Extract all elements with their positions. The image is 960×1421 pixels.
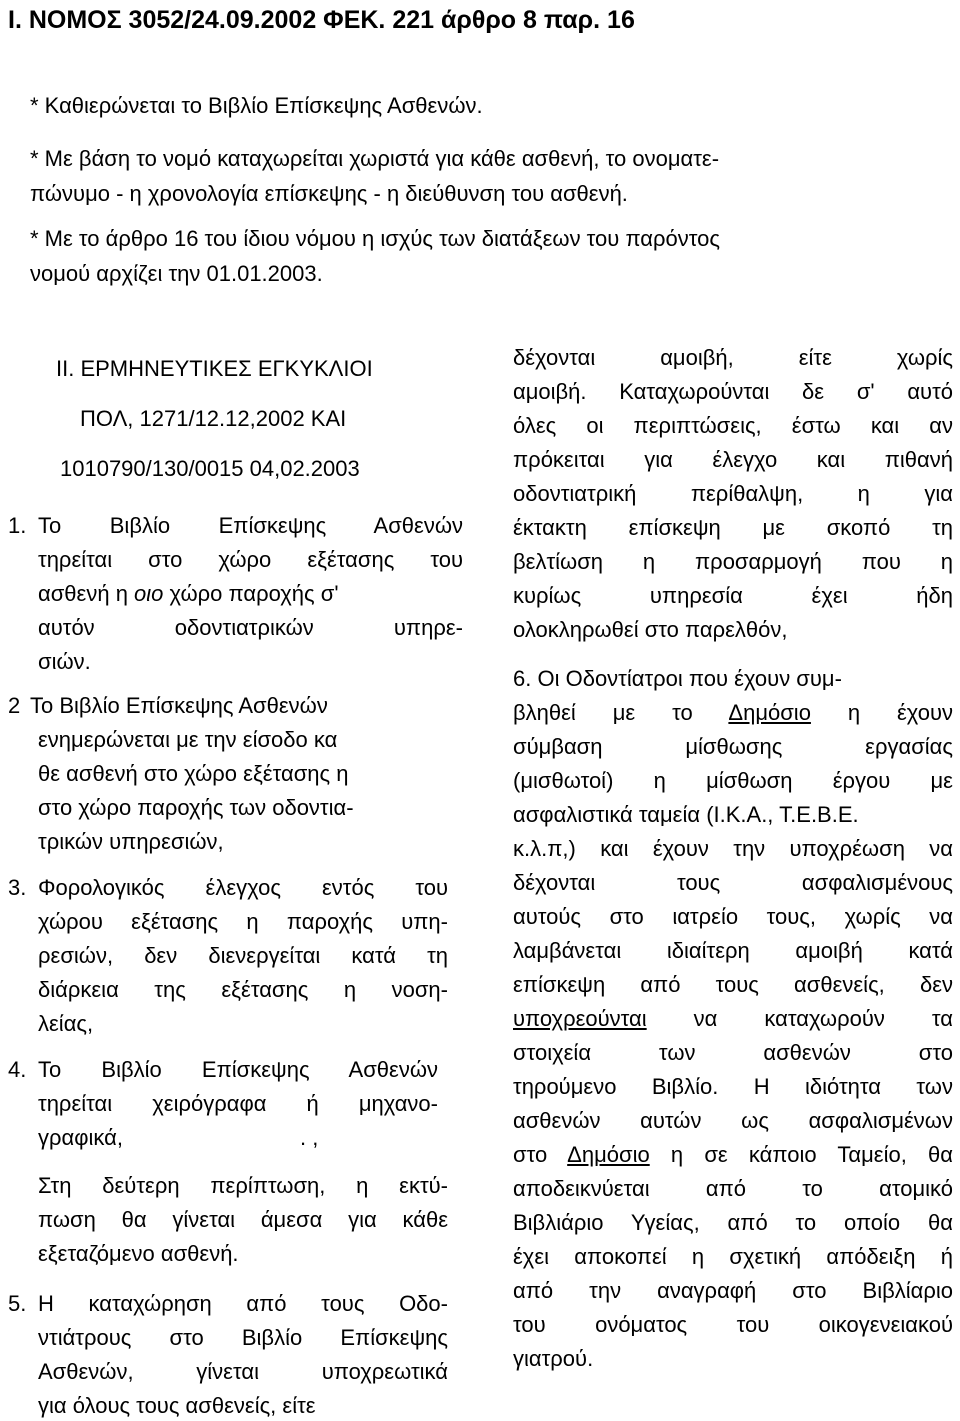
item-6-line-21: γιατρού.	[513, 1346, 594, 1371]
item-1-line-3: ασθενή η οιο χώρο παροχής σ'	[38, 581, 339, 606]
bullet-3-line-2: νομού αρχίζει την 01.01.2003.	[30, 261, 323, 286]
item-6-line-5: ασφαλιστικά ταμεία (Ι.Κ.Α., Τ.Ε.Β.Ε.	[513, 802, 859, 827]
item-6-line-3: σύμβαση μίσθωσης εργασίας	[513, 734, 953, 759]
right-cont-line-4: πρόκειται για έλεγχο και πιθανή	[513, 447, 953, 472]
bullet-1-line-1: * Καθιερώνεται το Βιβλίο Επίσκεψης Ασθενών.	[30, 93, 483, 118]
item-2-line-2: ενημερώνεται με την είσοδο κα	[38, 727, 338, 752]
item-6-line-6: κ.λ.π,) και έχουν την υποχρέωση να	[513, 836, 953, 861]
item-6-line-16: αποδεικνύεται από το ατομικό	[513, 1176, 953, 1201]
item-3-line-5: λείας,	[38, 1011, 94, 1036]
item-2-line-1: Το Βιβλίο Επίσκεψης Ασθενών	[30, 693, 328, 718]
right-cont-line-9: ολοκληρωθεί στο παρελθόν,	[513, 617, 788, 642]
item-6-line-20: του ονόματος του οικογενειακού	[513, 1312, 953, 1337]
item-4-extra-line-2: πωση θα γίνεται άμεσα για κάθε	[38, 1207, 448, 1232]
item-6-line-15: στο Δημόσιο η σε κάποιο Ταμείο, θα	[513, 1142, 953, 1167]
item-6-line-12: στοιχεία των ασθενών στο	[513, 1040, 953, 1065]
item-4-extra-line-3: εξεταζόμενο ασθενή.	[38, 1241, 239, 1266]
underlined-dimosio-2: Δημόσιο	[567, 1142, 650, 1167]
item-6-number: 6.	[513, 666, 532, 691]
item-1-line-4: αυτόν οδοντιατρικών υπηρε-	[38, 615, 463, 640]
item-6-line-2: βληθεί με το Δημόσιο η έχουν	[513, 700, 953, 725]
item-4-line-2: τηρείται χειρόγραφα ή μηχανο-	[38, 1091, 438, 1116]
item-3-line-2: χώρου εξέτασης η παροχής υπη-	[38, 909, 448, 934]
item-6-line-18: έχει αποκοπεί η σχετική απόδειξη ή	[513, 1244, 953, 1269]
item-4-trailing-marks: . ,	[300, 1125, 319, 1150]
right-cont-line-5: οδοντιατρική περίθαλψη, η για	[513, 481, 953, 506]
item-6-line-1: 6. Οι Οδοντίατροι που έχουν συμ-	[513, 666, 842, 691]
item-6-line-13: τηρούμενο Βιβλίο. Η ιδιότητα των	[513, 1074, 953, 1099]
underlined-ypoxreountai: υποχρεούνται	[513, 1006, 647, 1031]
item-6-line-10: επίσκεψη από τους ασθενείς, δεν	[513, 972, 953, 997]
item-6-line-4: (μισθωτοί) η μίσθωση έργου με	[513, 768, 953, 793]
right-cont-line-8: κυρίως υπηρεσία έχει ήδη	[513, 583, 953, 608]
item-5-line-1: Η καταχώρηση από τους Οδο-	[38, 1291, 448, 1316]
right-cont-line-7: βελτίωση η προσαρμογή που η	[513, 549, 953, 574]
item-6-line-11: υποχρεούνται να καταχωρούν τα	[513, 1006, 953, 1031]
item-1-line-1: Το Βιβλίο Επίσκεψης Ασθενών	[38, 513, 463, 538]
right-cont-line-1: δέχονται αμοιβή, είτε χωρίς	[513, 345, 953, 370]
item-6-line-8: αυτούς στο ιατρείο τους, χωρίς να	[513, 904, 953, 929]
bullet-2-line-1: * Με βάση το νομό καταχωρείται χωριστά για κάθε ασθενή, το ονοματε-	[30, 146, 720, 171]
right-cont-line-6: έκτακτη επίσκεψη με σκοπό τη	[513, 515, 953, 540]
right-cont-line-2: αμοιβή. Καταχωρούνται δε σ' αυτό	[513, 379, 953, 404]
circulars-heading: ΙΙ. ΕΡΜΗΝΕΥΤΙΚΕΣ ΕΓΚΥΚΛΙΟΙ	[56, 356, 373, 381]
item-6-line-19: από την αναγραφή στο Βιβλίαριο	[513, 1278, 953, 1303]
bullet-2-line-2: πώνυμο - η χρονολογία επίσκεψης - η διεύθυνση του ασθενή.	[30, 181, 628, 206]
item-3-number: 3.	[8, 875, 27, 900]
bullet-3-line-1: * Με το άρθρο 16 του ίδιου νόμου η ισχύς των διατάξεων του παρόντος	[30, 226, 720, 251]
item-3-line-3: ρεσιών, δεν διενεργείται κατά τη	[38, 943, 448, 968]
item-3-line-4: διάρκεια της εξέτασης η νοση-	[38, 977, 448, 1002]
item-5-line-3: Ασθενών, γίνεται υποχρεωτικά	[38, 1359, 448, 1384]
underlined-dimosio: Δημόσιο	[728, 700, 811, 725]
item-5-line-4: για όλους τους ασθενείς, είτε	[38, 1393, 316, 1418]
item-1-number: 1.	[8, 513, 27, 538]
item-5-line-2: ντιάτρους στο Βιβλίο Επίσκεψης	[38, 1325, 448, 1350]
item-4-number: 4.	[8, 1057, 27, 1082]
item-2-line-3: θε ασθενή στο χώρο εξέτασης η	[38, 761, 349, 786]
item-6-line-17: Βιβλιάριο Υγείας, από το οποίο θα	[513, 1210, 953, 1235]
item-2-line-4: στο χώρο παροχής των οδοντια-	[38, 795, 354, 820]
item-6-line-9: λαμβάνεται ιδιαίτερη αμοιβή κατά	[513, 938, 953, 963]
item-5-number: 5.	[8, 1291, 27, 1316]
item-6-line-14: ασθενών αυτών ως ασφαλισμένων	[513, 1108, 953, 1133]
circulars-sub-2: 1010790/130/0015 04,02.2003	[60, 456, 360, 481]
item-4-line-3: γραφικά,	[38, 1125, 123, 1150]
item-6-line-7: δέχονται τους ασφαλισμένους	[513, 870, 953, 895]
item-1-line-5: σιών.	[38, 649, 91, 674]
document-title: Ι. ΝΟΜΟΣ 3052/24.09.2002 ΦΕΚ. 221 άρθρο 8 παρ. 16	[8, 6, 635, 34]
circulars-sub-1: ΠΟΛ, 1271/12.12,2002 ΚΑΙ	[80, 406, 347, 431]
italic-word: οιο	[134, 581, 164, 606]
item-2-line-5: τρικών υπηρεσιών,	[38, 829, 224, 854]
item-1-line-2: τηρείται στο χώρο εξέτασης του	[38, 547, 463, 572]
item-4-extra-line-1: Στη δεύτερη περίπτωση, η εκτύ-	[38, 1173, 448, 1198]
item-2-number: 2	[8, 693, 21, 718]
item-3-line-1: Φορολογικός έλεγχος εντός του	[38, 875, 448, 900]
item-4-line-1: Το Βιβλίο Επίσκεψης Ασθενών	[38, 1057, 438, 1082]
right-cont-line-3: όλες οι περιπτώσεις, έστω και αν	[513, 413, 953, 438]
